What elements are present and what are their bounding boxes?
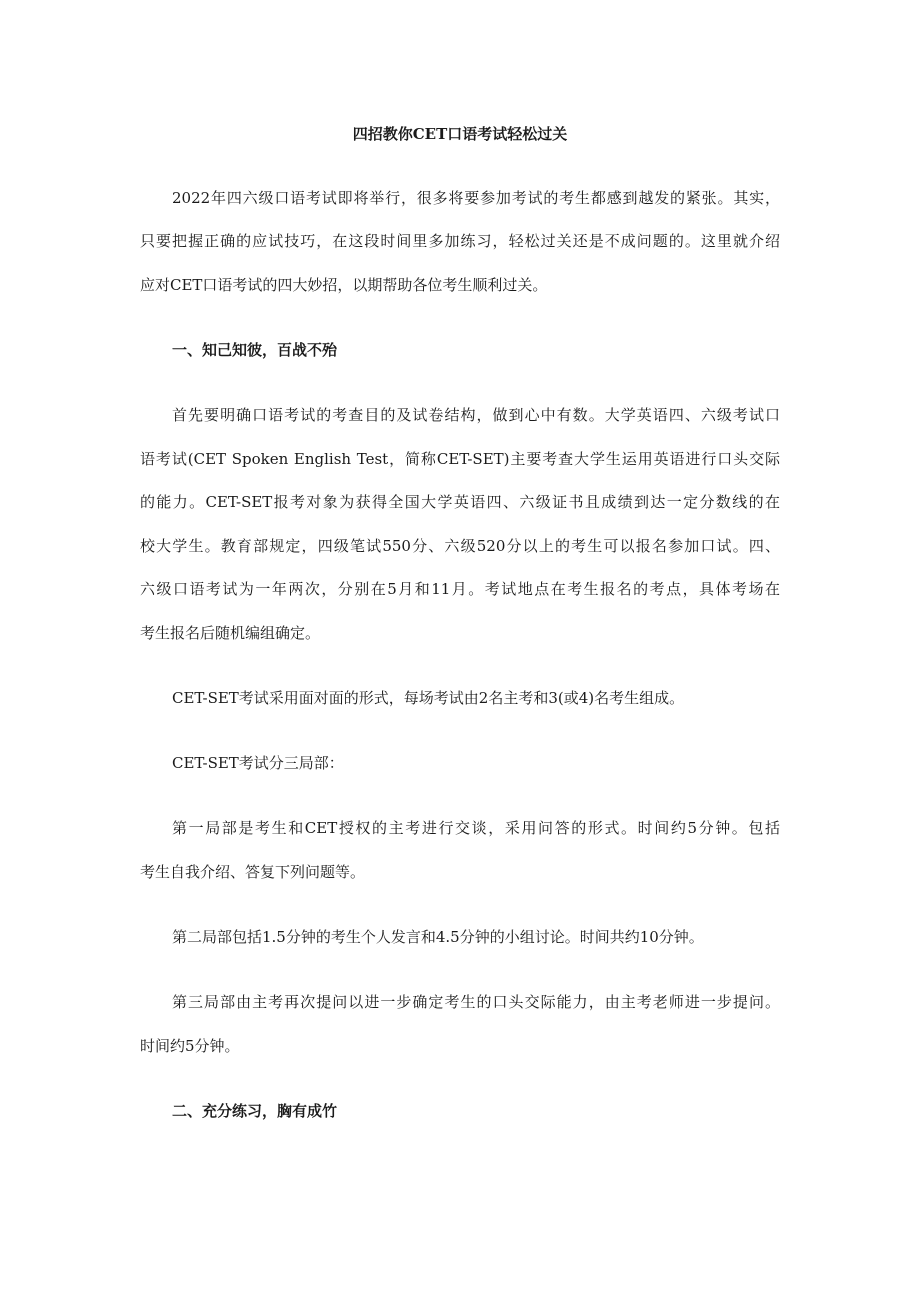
intro-line-2: 只要把握正确的应试技巧，在这段时间里多加练习，轻松过关还是不成问题的。这里就介绍 bbox=[140, 232, 780, 250]
part-3-line-2: 时间约5分钟。 bbox=[140, 1037, 240, 1055]
section-1-para-line-6: 考生报名后随机编组确定。 bbox=[140, 624, 321, 642]
section-1-para-line-1: 首先要明确口语考试的考查目的及试卷结构，做到心中有数。大学英语四、六级考试口 bbox=[172, 406, 780, 424]
intro-line-1: 2022年四六级口语考试即将举行，很多将要参加考试的考生都感到越发的紧张。其实， bbox=[172, 189, 780, 207]
part-3-line-1: 第三局部由主考再次提问以进一步确定考生的口头交际能力，由主考老师进一步提问。 bbox=[172, 993, 780, 1011]
part-1-line-1: 第一局部是考生和CET授权的主考进行交谈，采用问答的形式。时间约5分钟。包括 bbox=[172, 819, 780, 837]
exam-parts-intro: CET-SET考试分三局部： bbox=[172, 754, 344, 772]
exam-format-paragraph: CET-SET考试采用面对面的形式，每场考试由2名主考和3(或4)名考生组成。 bbox=[172, 689, 685, 707]
part-2-paragraph: 第二局部包括1.5分钟的考生个人发言和4.5分钟的小组讨论。时间共约10分钟。 bbox=[172, 928, 704, 946]
section-2-heading: 二、充分练习，胸有成竹 bbox=[172, 1102, 338, 1120]
section-1-para-line-2: 语考试(CET Spoken English Test，简称CET-SET)主要考查大学生运用英语进行口头交际 bbox=[140, 450, 780, 468]
document-title: 四招教你CET口语考试轻松过关 bbox=[352, 125, 568, 143]
section-1-para-line-3: 的能力。CET-SET报考对象为获得全国大学英语四、六级证书且成绩到达一定分数线的在 bbox=[140, 493, 780, 511]
section-1-para-line-4: 校大学生。教育部规定，四级笔试550分、六级520分以上的考生可以报名参加口试。四、 bbox=[140, 537, 780, 555]
section-1-para-line-5: 六级口语考试为一年两次，分别在5月和11月。考试地点在考生报名的考点，具体考场在 bbox=[140, 580, 780, 598]
intro-line-3: 应对CET口语考试的四大妙招，以期帮助各位考生顺利过关。 bbox=[140, 276, 548, 294]
section-1-heading: 一、知己知彼，百战不殆 bbox=[172, 341, 338, 359]
part-1-line-2: 考生自我介绍、答复下列问题等。 bbox=[140, 863, 366, 881]
